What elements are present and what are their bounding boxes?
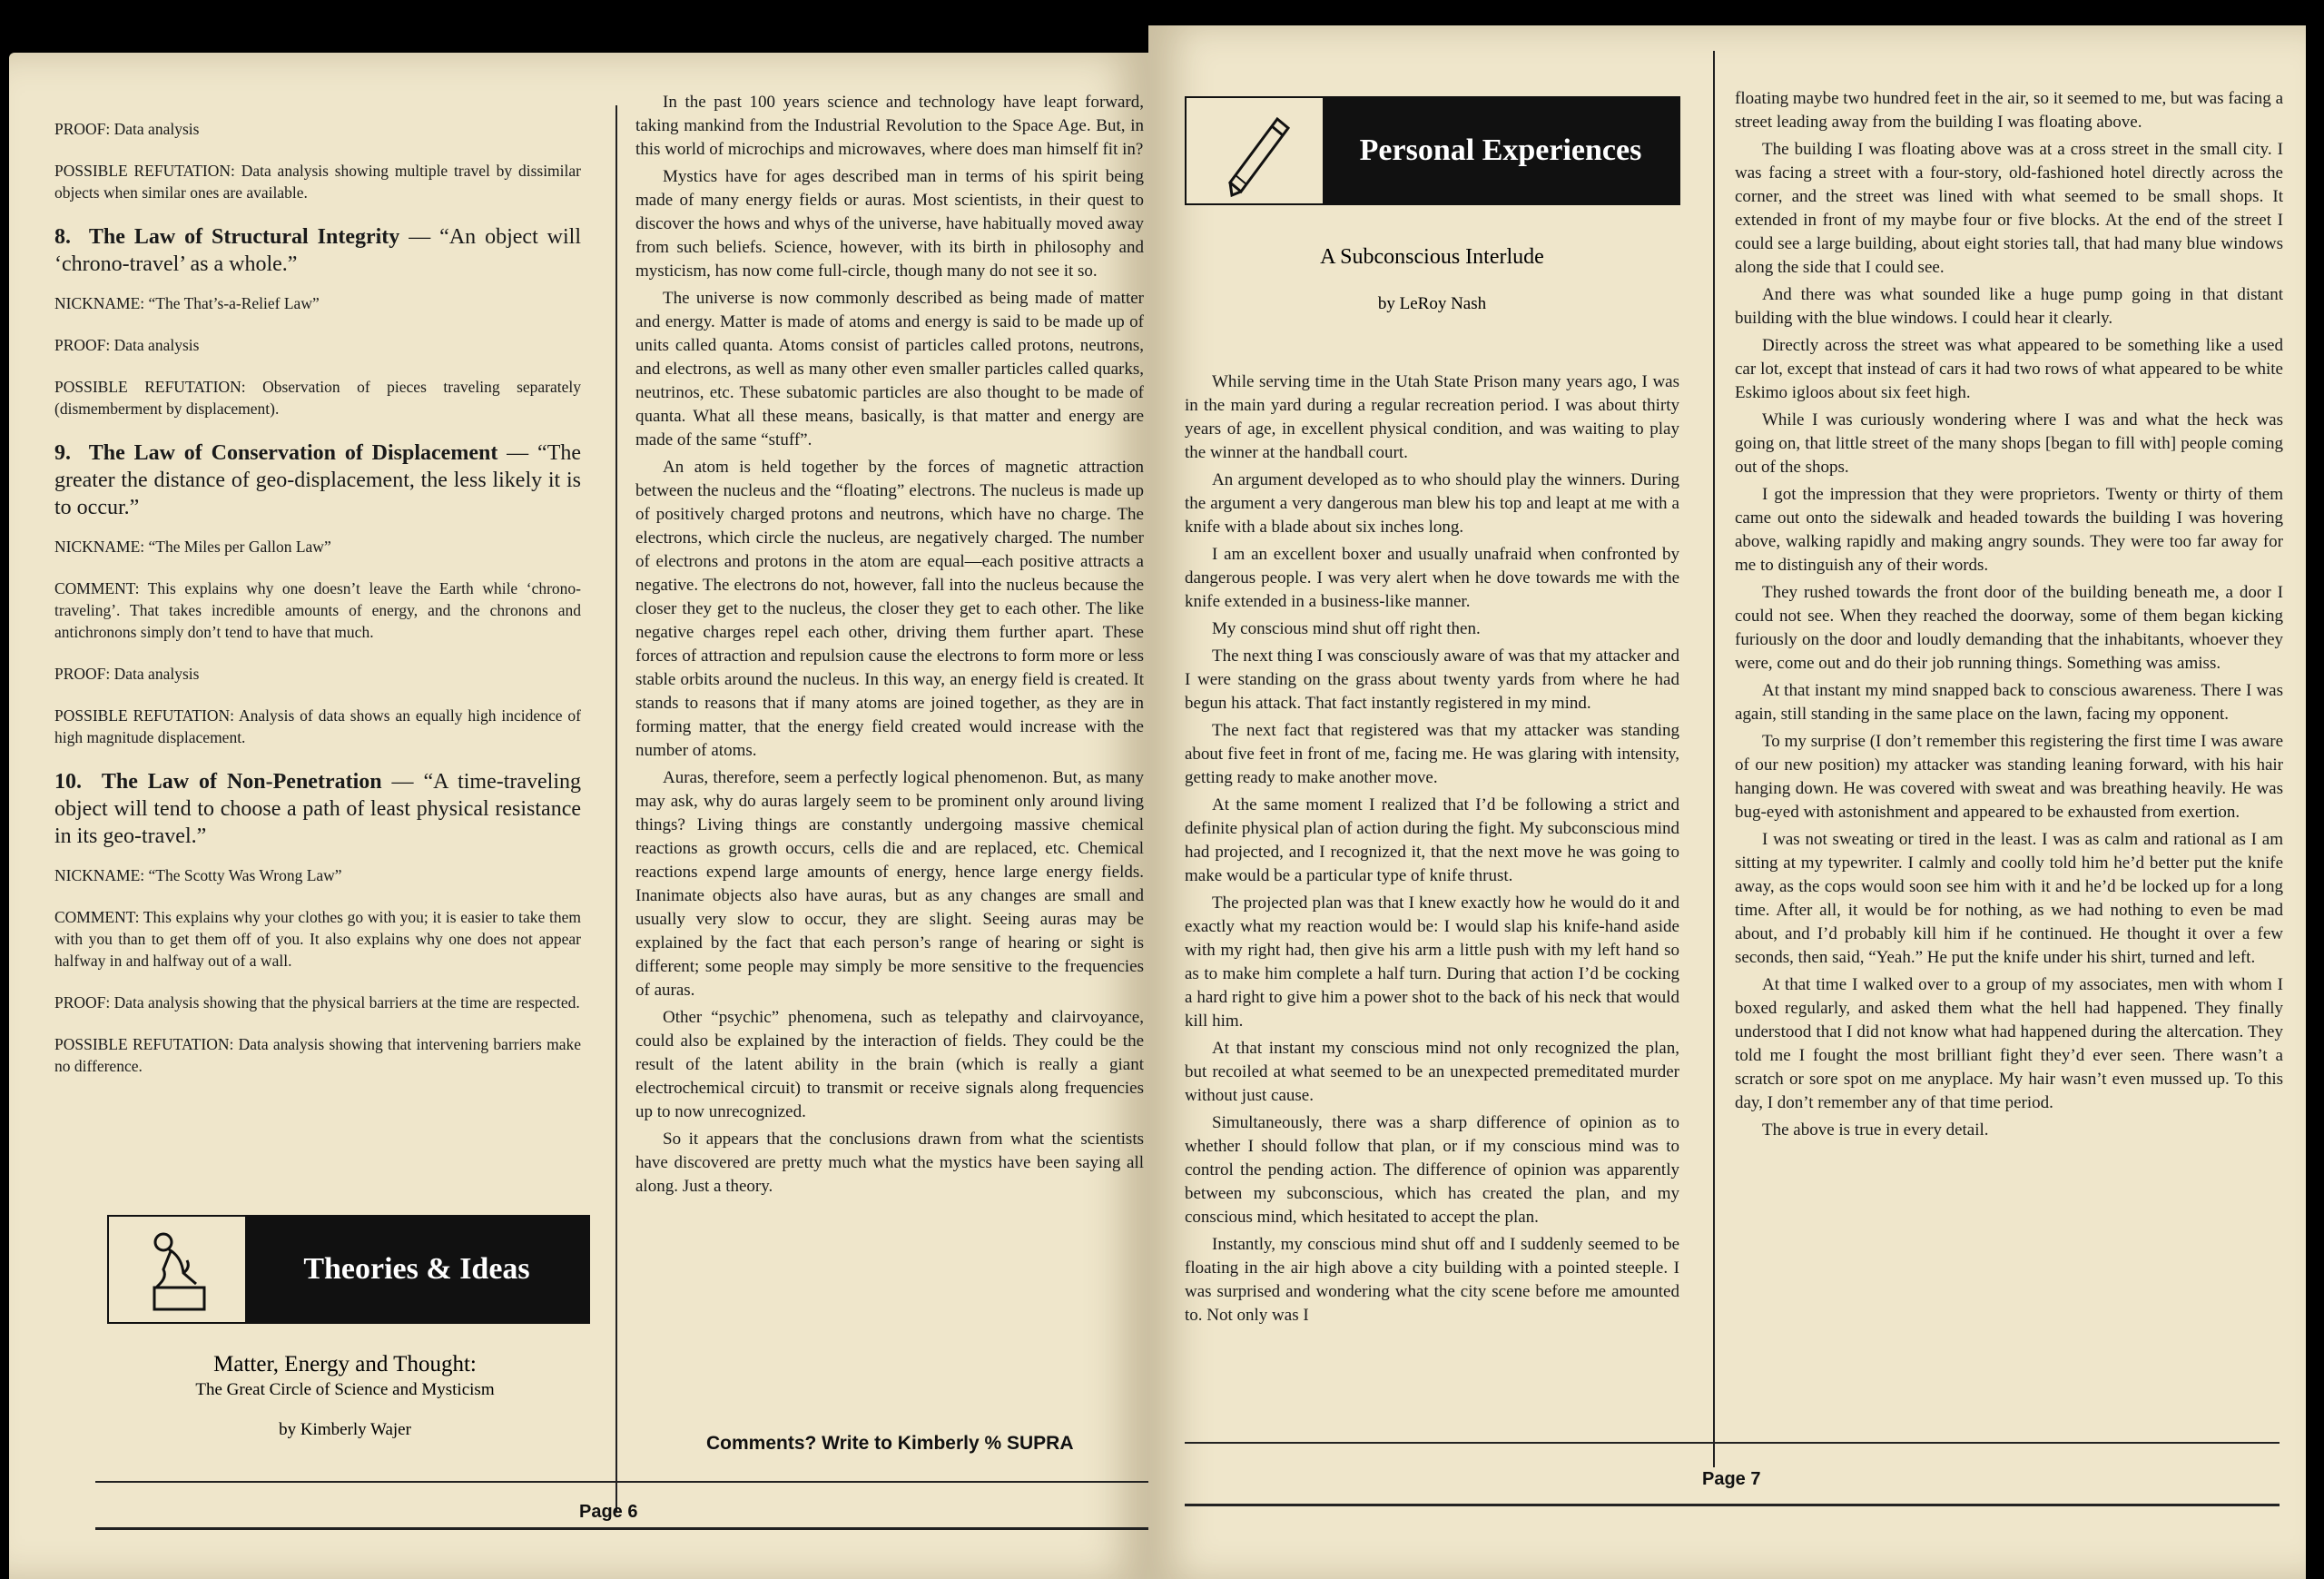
paragraph: While I was curiously wondering where I was and what the heck was going on, that little street of the many shops [began to fill with] people coming out of the shops. bbox=[1735, 410, 2283, 477]
left-col-1 bbox=[54, 118, 581, 1097]
footer-rule-top bbox=[95, 1481, 1148, 1483]
law9-items bbox=[54, 536, 581, 748]
law7-items bbox=[54, 118, 581, 203]
paragraph: Mystics have for ages described man in terms of his spirit being made of many energy fields or auras. Most scientists, in their quest to discover the hows and whys of the universe, have habitually moved away from such beliefs. Science, however, with its birth in philosophy and mysticism, has now come full-circle, though many do not see it so. bbox=[635, 167, 1144, 281]
right-page bbox=[1148, 25, 2306, 1579]
footer-rule-bottom bbox=[95, 1527, 1148, 1530]
article-title-block bbox=[1185, 243, 1679, 314]
article-subtitle: The Great Circle of Science and Mysticism bbox=[195, 1380, 495, 1399]
law-detail-line: POSSIBLE REFUTATION: Observation of pieces traveling separately (dismemberment by displacement). bbox=[54, 378, 581, 418]
law-10-number: 10. bbox=[54, 770, 82, 794]
article-body-part-1 bbox=[1185, 370, 1679, 1327]
law-8-text: — “An object will ‘chrono-travel’ as a whole.” bbox=[54, 225, 582, 276]
paragraph: My conscious mind shut off right then. bbox=[1212, 619, 1481, 638]
law-9-number: 9. bbox=[54, 441, 71, 465]
law-detail-line: PROOF: Data analysis bbox=[54, 120, 200, 138]
paragraph: Simultaneously, there was a sharp difference of opinion as to whether I should follow that plan, or if my conscious mind was to control the pending action. The difference of opinion was apparently between my subconscious, which has created the plan, and my conscious mind, which hesitated to accept the plan. bbox=[1185, 1113, 1679, 1227]
left-col-2 bbox=[635, 91, 1144, 1202]
article-title: A Subconscious Interlude bbox=[1320, 245, 1544, 269]
paragraph: At the same moment I realized that I’d be following a strict and definite physical plan of action during the fight. My subconscious mind had projected, and I recognized it, that the next move he was going to make would be a particular type of knife thrust. bbox=[1185, 795, 1679, 885]
paragraph: And there was what sounded like a huge pump going in that distant building with the blue windows. I could hear it clearly. bbox=[1735, 285, 2283, 328]
paragraph: The universe is now commonly described as being made of matter and energy. Matter is made of atoms and energy is said to be made up of units called quanta. Atoms consist of particles called protons, neutrons, and electrons, as well as many other even smaller particles called quarks, neutrinos, etc. These subatomic particles are also thought to be made of quanta. What all these means, basically, is that matter and energy are made of the same “stuff”. bbox=[635, 289, 1144, 449]
footer-rule-top bbox=[1185, 1442, 2280, 1444]
law-8-title: The Law of Structural Integrity bbox=[88, 225, 400, 249]
paragraph: I am an excellent boxer and usually unafraid when confronted by dangerous people. I was very alert when he dove towards me with the knife extended in a business-like manner. bbox=[1185, 545, 1679, 611]
paragraph: The building I was floating above was at a cross street in the small city. I was facing a street with a four-story, old-fashioned hotel directly across the corner, and the street was lined with what seemed to be small shops. It extended in front of my maybe four or five blocks. At the end of the street I could see a large building, about eight stories tall, that had many blue windows along the side that I could see. bbox=[1735, 140, 2283, 277]
law-detail-line: NICKNAME: “The Miles per Gallon Law” bbox=[54, 538, 331, 556]
law-9-title: The Law of Conservation of Displacement bbox=[88, 441, 498, 465]
paragraph: To my surprise (I don’t remember this registering the first time I was aware of our new position) my attacker was standing leaning forward, with his hair hanging down. He was covered with sweat and was breathing heavily. He was bug-eyed with astonishment and appeared to be exhausted from exertion. bbox=[1735, 732, 2283, 822]
personal-experiences-banner bbox=[1185, 96, 1680, 205]
right-col-1 bbox=[1185, 370, 1679, 1331]
right-col-2 bbox=[1735, 87, 2283, 1146]
law-10-text: — “A time-traveling object will tend to choose a path of least physical resistance in its geo-travel.” bbox=[54, 770, 582, 848]
law-9-text: — “The greater the distance of geo-displacement, the less likely it is to occur.” bbox=[54, 441, 582, 519]
paragraph: In the past 100 years science and technology have leapt forward, taking mankind from the Industrial Revolution to the Space Age. But, in this world of microchips and microwaves, where does man himself fit in? bbox=[635, 93, 1144, 159]
column-divider bbox=[615, 105, 617, 1513]
paragraph: Directly across the street was what appeared to be something like a used car lot, except that instead of cars it had two rows of what appeared to be white Eskimo igloos about six feet high. bbox=[1735, 336, 2283, 402]
paragraph: An argument developed as to who should play the winners. During the argument a very dangerous man blew his top and leapt at me with a knife with a blade about six inches long. bbox=[1185, 470, 1679, 537]
article-body bbox=[635, 91, 1144, 1199]
law-detail-line: POSSIBLE REFUTATION: Data analysis showing that intervening barriers make no difference. bbox=[54, 1035, 581, 1075]
byline: by LeRoy Nash bbox=[1377, 294, 1487, 313]
theories-ideas-banner bbox=[107, 1215, 590, 1324]
paragraph: I was not sweating or tired in the least. I was as calm and rational as I am sitting at my typewriter. I calmly and coolly told him he’d better put the knife away, as the cops would soon see him with it and he’d be locked up for a long time. After all, it would be for nothing, as we had nothing to even be mad about, and I’d probably kill him if he continued. He thought it over a few seconds, then said, “Yeah.” He put the knife under his shirt, turned and left. bbox=[1735, 830, 2283, 967]
article-title-block bbox=[82, 1351, 608, 1440]
paragraph: The above is true in every detail. bbox=[1762, 1120, 1989, 1140]
footer-rule-bottom bbox=[1185, 1504, 2280, 1506]
law-8-number: 8. bbox=[54, 225, 71, 249]
paragraph: I got the impression that they were proprietors. Twenty or thirty of them came out onto the sidewalk and headed towards the building I was hovering above, walking rapidly and making angry sounds. They were too far away for me to distinguish any of their words. bbox=[1735, 485, 2283, 575]
paragraph: The next fact that registered was that my attacker was standing about five feet in front of me, facing me. He was glaring with intensity, getting ready to make another move. bbox=[1185, 721, 1679, 787]
column-divider bbox=[1713, 51, 1715, 1467]
article-title: Matter, Energy and Thought: bbox=[213, 1352, 477, 1377]
comments-line: Comments? Write to Kimberly % SUPRA bbox=[706, 1433, 1074, 1454]
page-number: Page 7 bbox=[1702, 1469, 1761, 1489]
law-detail-line: NICKNAME: “The Scotty Was Wrong Law” bbox=[54, 866, 342, 884]
article-body-part-2 bbox=[1735, 87, 2283, 1142]
law-detail-line: NICKNAME: “The That’s-a-Relief Law” bbox=[54, 294, 320, 312]
paragraph: Auras, therefore, seem a perfectly logical phenomenon. But, as many may ask, why do auras largely seem to be prominent only around living things? Living things are constantly undergoing massive chemical reactions as growth occurs, cells die and are replaced, etc. Chemical reactions expend large amounts of energy, hence large energy fields. Inanimate objects also have auras, but as any changes are small and usually very slow to occur, they are slight. Seeing auras may be explained by the fact that each person’s range of hearing or sight is different; some people may simply be more sensitive to the frequencies of auras. bbox=[635, 768, 1144, 1000]
law-10-title: The Law of Non-Penetration bbox=[101, 770, 382, 794]
paragraph: An atom is held together by the forces of magnetic attraction between the nucleus and the “floating” electrons. The nucleus is made up of positively charged protons and neutrons, which have no charge. The electrons, which circle the nucleus, are negatively charged. The number of electrons and protons in the atom are equal—each positive attracts a negative. The electrons do not, however, fall into the nucleus because the closer they get to the nucleus, the closer they get to each other. The like negative charges repel each other, driving them further apart. These forces of attraction and repulsion cause the electrons to form more or less stable orbits around the nucleus. In this way, an energy field is created. It stands to reasons that if many atoms are joined together, as they are in forming matter, that the energy field created would increase with the number of atoms. bbox=[635, 458, 1144, 760]
paragraph: Instantly, my conscious mind shut off and I suddenly seemed to be floating in the air high above a city building with a pointed steeple. I was surprised and wondering what the city scene before me amounted to. Not only was I bbox=[1185, 1235, 1679, 1325]
law-detail-line: COMMENT: This explains why your clothes go with you; it is easier to take them with you than to get them off of you. It also explains why one does not appear halfway in and halfway out of a wall. bbox=[54, 908, 581, 970]
law-detail-line: PROOF: Data analysis bbox=[54, 336, 200, 354]
paragraph: The next thing I was consciously aware of was that my attacker and I were standing on the grass about twenty yards from where he had begun his attack. That fact instantly registered in my mind. bbox=[1185, 646, 1679, 713]
paragraph: The projected plan was that I knew exactly how he would do it and exactly what my reaction would be: I would slap his knife-hand aside with my right had, then give his arm a little push with my left hand so as to make him complete a half turn. During that action I’d be cocking a hard right to give him a power shot to the back of his neck that would kill him. bbox=[1185, 893, 1679, 1031]
banner-label: Personal Experiences bbox=[1323, 98, 1679, 203]
paragraph: So it appears that the conclusions drawn from what the scientists have discovered are pretty much what the mystics have been saying all along. Just a theory. bbox=[635, 1130, 1144, 1196]
law10-items bbox=[54, 864, 581, 1077]
banner-label: Theories & Ideas bbox=[245, 1217, 588, 1322]
thinker-statue-icon bbox=[109, 1217, 245, 1322]
law8-items bbox=[54, 292, 581, 419]
byline: by Kimberly Wajer bbox=[279, 1420, 411, 1439]
paragraph: While serving time in the Utah State Prison many years ago, I was in the main yard during a regular recreation period. I was about thirty years of age, in excellent physical condition, and was waiting to play the winner at the handball court. bbox=[1185, 372, 1679, 462]
paragraph: At that time I walked over to a group of my associates, men with whom I boxed regularly, and asked them what the hell had happened. They finally understood that I did not know what had happened during the altercation. They told me I fought the most brilliant fight they’d ever seen. There wasn’t a scratch or sore spot on me anyplace. My hair wasn’t even mussed up. To this day, I don’t remember any of that time period. bbox=[1735, 975, 2283, 1112]
paragraph: floating maybe two hundred feet in the air, so it seemed to me, but was facing a street leading away from the building I was floating above. bbox=[1735, 89, 2283, 132]
law-detail-line: POSSIBLE REFUTATION: Analysis of data shows an equally high incidence of high magnitude displacement. bbox=[54, 706, 581, 746]
paragraph: At that instant my mind snapped back to conscious awareness. There I was again, still standing in the same place on the lawn, facing my opponent. bbox=[1735, 681, 2283, 724]
law-8-heading bbox=[54, 223, 581, 278]
page-number: Page 6 bbox=[579, 1502, 638, 1522]
law-9-heading bbox=[54, 439, 581, 521]
law-detail-line: PROOF: Data analysis showing that the physical barriers at the time are respected. bbox=[54, 993, 580, 1012]
paragraph: They rushed towards the front door of the building beneath me, a door I could not see. When they reached the doorway, some of them began kicking furiously on the door and loudly demanding that the inhabitants, whoever they were, come out and do their job running things. Something was amiss. bbox=[1735, 583, 2283, 673]
law-detail-line: PROOF: Data analysis bbox=[54, 665, 200, 683]
law-detail-line: POSSIBLE REFUTATION: Data analysis showing multiple travel by dissimilar objects when similar ones are available. bbox=[54, 162, 581, 202]
law-10-heading bbox=[54, 768, 581, 850]
left-page bbox=[9, 53, 1148, 1579]
law-detail-line: COMMENT: This explains why one doesn’t leave the Earth while ‘chrono-traveling’. That takes incredible amounts of energy, and the chronons and antichronons simply don’t tend to have that much. bbox=[54, 579, 581, 641]
paragraph: Other “psychic” phenomena, such as telepathy and clairvoyance, could also be explained by the interaction of fields. They could be the result of the latent ability in the brain (which is really a giant electrochemical circuit) to transmit or receive signals along frequencies up to now unrecognized. bbox=[635, 1008, 1144, 1121]
pencil-writing-icon bbox=[1187, 98, 1323, 203]
paragraph: At that instant my conscious mind not only recognized the plan, but recoiled at what seemed to be an unexpected premeditated murder without just cause. bbox=[1185, 1039, 1679, 1105]
